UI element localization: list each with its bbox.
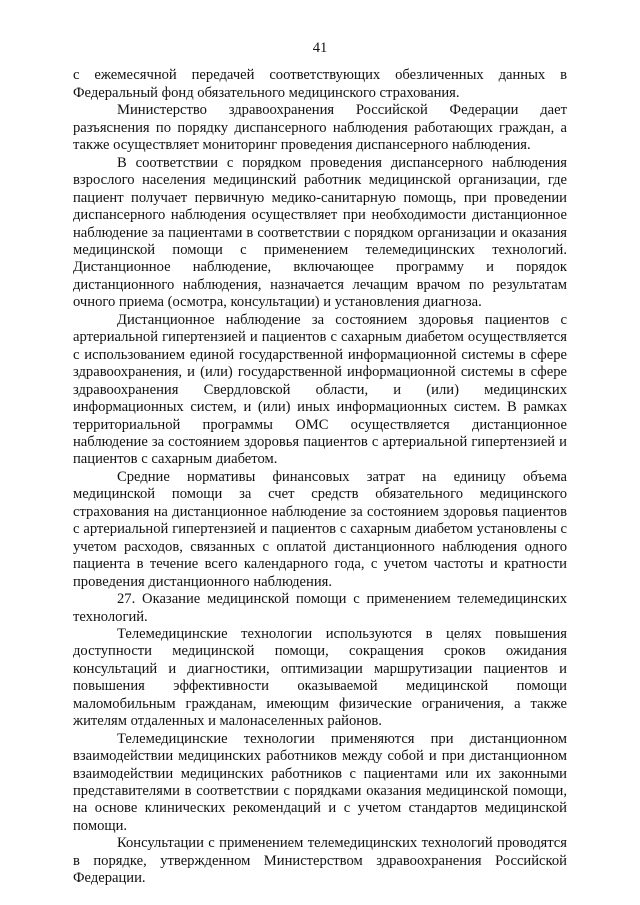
section-heading-telemedicine: 27. Оказание медицинской помощи с применением телемедицинских технологий. [73,591,567,625]
paragraph-telemedicine-use: Телемедицинские технологии применяются при дистанционном взаимодействии медицинских работников между собой и при дистанционном взаимодействии медицинских работников с пациентами или их законными представителями в соответствии с порядками оказания медицинской помощи, на основе клинических рекомендаций и с учетом стандартов медицинской помощи. [73,730,567,834]
paragraph-financial-standards: Средние нормативы финансовых затрат на единицу объема медицинской помощи за счет средств обязательного медицинского страхования на дистанционное наблюдение за состоянием здоровья пациентов с артериальной гипертензией и пациентов с сахарным диабетом установлены с учетом расходов, связанных с оплатой дистанционного наблюдения одного пациента в течение всего календарного года, с учетом частоты и кратности проведения дистанционного наблюдения. [73,468,567,590]
paragraph-remote-monitoring-systems: Дистанционное наблюдение за состоянием здоровья пациентов с артериальной гипертензией и пациентов с сахарным диабетом осуществляется с использованием единой государственной информационной системы в сфере здравоохранения, и (или) государственной информационной системы в сфере здравоохранения Свердловской области, и (или) медицинских информационных систем, и (или) иных информационных систем. В рамках территориальной программы ОМС осуществляется дистанционное наблюдение за состоянием здоровья пациентов с артериальной гипертензией и пациентов с сахарным диабетом. [73,311,567,468]
paragraph-remote-monitoring-order: В соответствии с порядком проведения диспансерного наблюдения взрослого населения медицинский работник медицинской организации, где пациент получает первичную медико-санитарную помощь, при проведении диспансерного наблюдения осуществляет при необходимости дистанционное наблюдение за пациентами в соответствии с порядком организации и оказания медицинской помощи с применением телемедицинских технологий. Дистанционное наблюдение, включающее программу и порядок дистанционного наблюдения, назначается лечащим врачом по результатам очного приема (осмотра, консультации) и установления диагноза. [73,154,567,311]
paragraph-ministry-clarifications: Министерство здравоохранения Российской Федерации дает разъяснения по порядку диспансерного наблюдения работающих граждан, а также осуществляет мониторинг проведения диспансерного наблюдения. [73,102,567,154]
document-page [73,40,567,888]
paragraph-continuation: с ежемесячной передачей соответствующих обезличенных данных в Федеральный фонд обязательного медицинского страхования. [73,67,567,101]
paragraph-consultations: Консультации с применением телемедицинских технологий проводятся в порядке, утвержденном Министерством здравоохранения Российской Федерации. [73,835,567,887]
paragraph-telemedicine-goals: Телемедицинские технологии используются в целях повышения доступности медицинской помощи, сокращения сроков ожидания консультаций и диагностики, оптимизации маршрутизации пациентов и повышения эффективности оказываемой медицинской помощи маломобильным гражданам, имеющим физические ограничения, а также жителям отдаленных и малонаселенных районов. [73,625,567,730]
page-number: 41 [312,40,328,56]
